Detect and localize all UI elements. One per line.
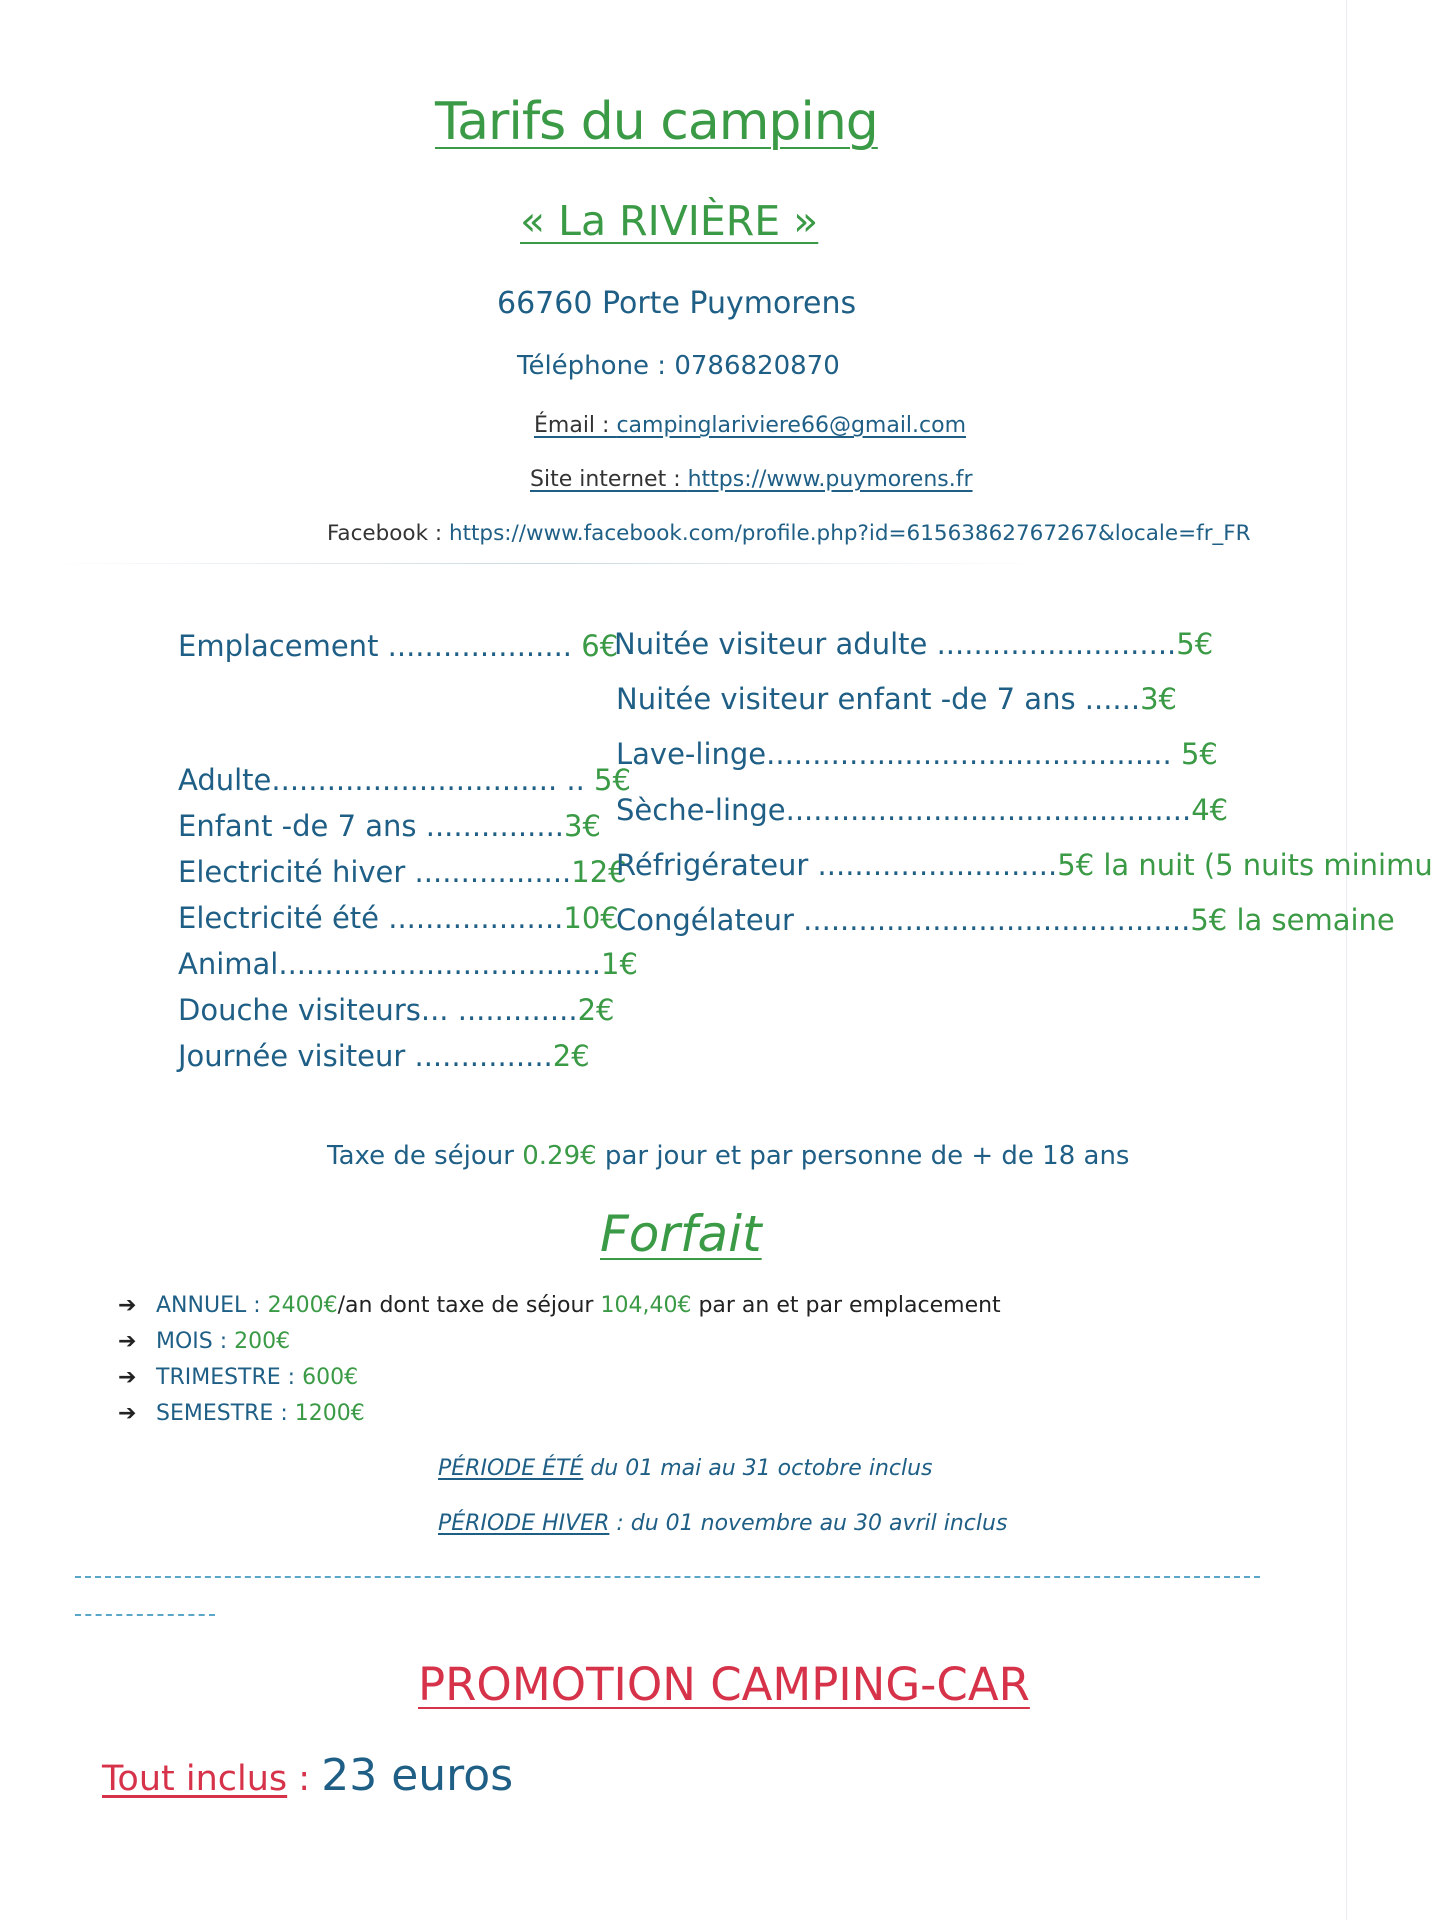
dashed-separator [75,1576,1260,1578]
price-dots: ............... [405,1039,553,1073]
forfait-item [118,1293,1001,1318]
phone: Téléphone : 0786820870 [517,351,840,381]
price-row [178,901,619,935]
facebook-label: Facebook : [327,521,449,546]
price-row [178,993,614,1027]
forfait-value: 1200€ [294,1401,365,1426]
price-label: Animal [178,947,279,981]
price-label: Nuitée visiteur enfant -de 7 ans [616,682,1076,716]
facebook-line [327,521,1251,546]
forfait-text: /an dont taxe de séjour [337,1293,601,1318]
forfait-value: 600€ [302,1365,359,1390]
price-dots: ............... [416,809,565,843]
price-value: 5€ [594,763,631,797]
price-row [178,947,638,981]
price-value: 2€ [577,993,615,1027]
price-label: Journée visiteur [178,1039,406,1073]
promo-separator: : [287,1759,322,1799]
email-line [534,413,966,438]
price-dots: ...... [1075,682,1141,716]
price-value: 4€ [1191,793,1229,827]
forfait-item [118,1329,290,1354]
price-dots: ................. [405,855,572,889]
price-row [614,627,1213,661]
price-row [616,682,1177,716]
divider [45,563,1045,564]
tax-line [327,1141,1129,1171]
price-dots: ............................................ [766,737,1181,771]
period-summer [438,1456,933,1481]
promo-line [102,1750,513,1801]
price-label: Congélateur [616,903,794,937]
price-value: 3€ [1140,682,1177,716]
forfait-label: SEMESTRE : [156,1401,295,1426]
period-winter [438,1511,1007,1536]
period-label: PÉRIODE ÉTÉ [438,1456,584,1481]
forfait-title: Forfait [600,1205,762,1263]
price-label: Emplacement [178,629,379,663]
tax-prefix: Taxe de séjour [327,1141,523,1171]
price-dots: ............................................ [785,793,1192,827]
price-row [616,793,1228,827]
forfait-item [118,1401,365,1426]
tax-suffix: par jour et par personne de + de 18 ans [596,1141,1130,1171]
forfait-label: TRIMESTRE : [156,1365,303,1390]
price-row [616,737,1218,771]
price-value: 1€ [601,947,638,981]
price-label: Electricité hiver [178,855,406,889]
price-dots: .......................... [927,627,1177,661]
forfait-item [118,1365,358,1390]
price-row [178,1039,590,1073]
site-label: Site internet : [530,467,688,492]
price-label: Douche visiteurs... [178,993,449,1027]
price-row [178,855,627,889]
price-value: 5€ [1176,627,1214,661]
price-row [616,903,1395,937]
price-value: 5€ la semaine [1190,903,1395,937]
price-dots: .......................... [808,848,1058,882]
dashed-separator [75,1614,215,1616]
arrow-icon: ➔ [118,1401,137,1426]
forfait-value: 200€ [234,1329,291,1354]
page-title: Tarifs du camping [435,92,878,152]
forfait-label: ANNUEL : [156,1293,268,1318]
price-label: Nuitée visiteur adulte [614,627,928,661]
price-row [178,763,631,797]
arrow-icon: ➔ [118,1293,137,1318]
price-label: Réfrigérateur [616,848,809,882]
facebook-link[interactable]: https://www.facebook.com/profile.php?id=61563862767267&locale=fr_FR [448,521,1251,546]
forfait-text2: par an et par emplacement [691,1293,1001,1318]
forfait-value2: 104,40€ [600,1293,692,1318]
price-value: 12€ [571,855,627,889]
price-dots: .................... [378,629,582,663]
price-value: 2€ [552,1039,590,1073]
tax-value: 0.29€ [522,1141,597,1171]
email-link[interactable]: campinglariviere66@gmail.com [616,413,967,438]
price-row [616,848,1433,882]
price-value: 6€ [581,629,619,663]
arrow-icon: ➔ [118,1329,137,1354]
promo-title: PROMOTION CAMPING-CAR [418,1658,1030,1711]
price-dots: ............. [448,993,578,1027]
price-label: Sèche-linge [616,793,786,827]
price-value: 3€ [564,809,601,843]
price-row [178,809,601,843]
site-link[interactable]: https://www.puymorens.fr [687,467,973,492]
price-value: 10€ [563,901,619,935]
price-dots: .......................................... [793,903,1191,937]
price-value: 5€ [1180,737,1218,771]
price-dots: ................... [379,901,564,935]
promo-label: Tout inclus [102,1759,288,1799]
price-label: Enfant -de 7 ans [178,809,417,843]
price-label: Lave-linge [616,737,767,771]
price-value: 5€ la nuit (5 nuits minimu [1057,848,1433,882]
forfait-value: 2400€ [267,1293,338,1318]
address: 66760 Porte Puymorens [497,286,857,321]
camping-name: « La RIVIÈRE » [520,197,819,245]
period-text: : du 01 novembre au 30 avril inclus [609,1511,1008,1536]
period-text: du 01 mai au 31 octobre inclus [583,1456,933,1481]
price-dots: ................................... [278,947,601,981]
period-label: PÉRIODE HIVER [438,1511,610,1536]
arrow-icon: ➔ [118,1365,137,1390]
price-dots: ............................... .. [271,763,595,797]
forfait-label: MOIS : [156,1329,235,1354]
price-label: Electricité été [178,901,380,935]
price-label: Adulte [178,763,272,797]
page-edge [1346,0,1347,1920]
site-line [530,467,973,492]
email-label: Émail : [534,413,617,438]
price-row [178,629,618,663]
promo-value: 23 euros [321,1750,514,1801]
